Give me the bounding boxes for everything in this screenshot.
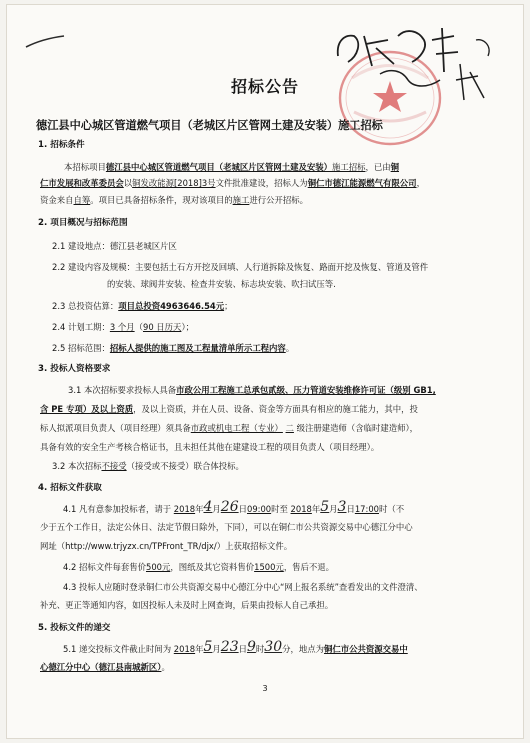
s4-line-4: 4.2 招标文件每套售价500元，图纸及其它资料售价1500元，售后不退。 [63, 562, 335, 572]
s4-line-6: 补充、更正等通知内容，如因投标人未及时上网查询，后果由投标人自己承担。 [40, 600, 334, 610]
s3-line-2: 含 PE 专项）及以上资质，及以上资质，并在人员、设备、资金等方面具有相应的施工能力，其中，投 [40, 404, 418, 414]
s1-line-1: 本招标项目德江县中心城区管道燃气项目（老城区片区管网土建及安装）施工招标，已由铜 [64, 162, 399, 172]
project-title: 德江县中心城区管道燃气项目（老城区片区管网土建及安装）施工招标 [36, 119, 383, 132]
p2-5: 2.5 招标范围：招标人提供的施工图及工程量清单所示工程内容。 [52, 343, 295, 353]
s3-line-4: 具备有效的安全生产考核合格证书，且未担任其他在建建设工程的项目负责人（项目经理）。 [40, 442, 380, 452]
section-4-heading: 4. 招标文件获取 [38, 483, 102, 493]
p2-3: 2.3 总投资估算：项目总投资4963646.54元； [52, 301, 233, 311]
s3-line-3: 标人拟派项目负责人（项目经理）须具备市政或机电工程（专业） 二 级注册建造师（含临时建造师）， [40, 423, 419, 433]
s4-line-2: 少于五个工作日，法定公休日、法定节假日除外，下同），可以在铜仁市公共资源交易中心德江分中心 [40, 522, 413, 532]
s4-line-5: 4.3 投标人应随时登录铜仁市公共资源交易中心德江分中心“网上报名系统”查看发出的文件澄清、 [63, 582, 423, 592]
pen-stroke [24, 34, 66, 50]
section-2-heading: 2. 项目概况与招标范围 [38, 218, 128, 228]
section-3-heading: 3. 投标人资格要求 [38, 364, 111, 374]
section-1-heading: 1. 招标条件 [38, 140, 85, 150]
p2-2-line-2: 的安装、球阀井安装、检查井安装、标志块安装、吹扫试压等. [107, 279, 336, 289]
page-title: 招标公告 [230, 77, 299, 96]
p2-4: 2.4 计划工期：3 个月（90 日历天）； [52, 322, 194, 332]
s4-line-1: 4.1 凡有意参加投标者，请于 2018年4月26日09:00时至 2018年5月3日17:00时（不 [63, 499, 405, 515]
s5-line-1: 5.1 递交投标文件截止时间为 2018年5月23日9时30分，地点为铜仁市公共资源交易中 [63, 639, 408, 655]
page-number: 3 [262, 684, 268, 693]
s3-line-1: 3.1 本次招标要求投标人具备市政公用工程施工总承包贰级、压力管道安装维修许可证（级别 GB1, [68, 385, 436, 395]
s4-line-3: 网址（http://www.trjyzx.cn/TPFront_TR/djx/）上获取招标文件。 [40, 541, 293, 551]
s1-line-3: 资金来自自筹。项目已具备招标条件，现对该项目的施工进行公开招标。 [40, 195, 308, 205]
p2-2-line-1: 2.2 建设内容及规模：主要包括土石方开挖及回填、人行道拆除及恢复、路面开挖及恢复、管道及管件 [52, 262, 429, 272]
s5-line-2: 心德江分中心（德江县南城新区）。 [40, 662, 170, 672]
s1-line-2: 仁市发展和改革委员会以铜发改能源[2018]3号文件批准建设，招标人为铜仁市德江能源燃气有限公司， [40, 178, 425, 188]
s3-line-5: 3.2 本次招标不接受（接受或不接受）联合体投标。 [52, 461, 244, 471]
section-5-heading: 5. 投标文件的递交 [38, 623, 111, 633]
p2-1: 2.1 建设地点：德江县老城区片区 [52, 241, 177, 251]
